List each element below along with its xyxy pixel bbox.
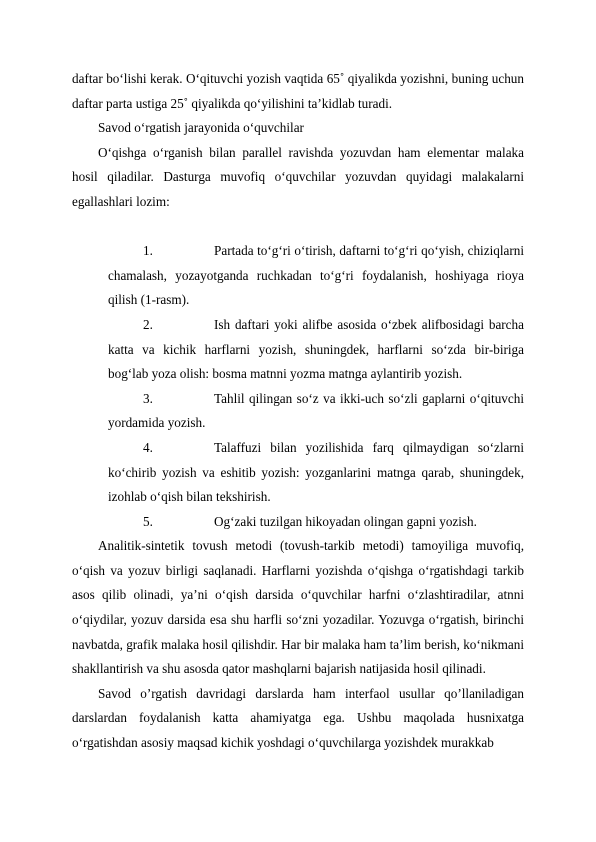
paragraph: Savod o‘rgatish jarayonida o‘quvchilar bbox=[98, 120, 304, 136]
list-item-number: 5. bbox=[143, 513, 153, 529]
list-item-number: 4. bbox=[143, 439, 153, 455]
list-item-text: Tahlil qilingan so‘z va ikki-uch so‘zli gaplarni o‘qituvchi yordamida yozish. bbox=[108, 390, 524, 431]
document-body bbox=[72, 67, 524, 756]
list-item-number: 1. bbox=[143, 243, 153, 259]
list-item-text: Ish daftari yoki alifbe asosida o‘zbek alifbosidagi barcha katta va kichik harflarni yozish, shuningdek, harflarni so‘zda bir-biriga bog‘lab yoza olish: bosma matnni yozma matnga aylantirib yozish. bbox=[108, 316, 524, 382]
list-item bbox=[108, 239, 524, 313]
list-item-number: 3. bbox=[143, 390, 153, 406]
list-item-text: Partada to‘g‘ri o‘tirish, daftarni to‘g‘ri qo‘yish, chiziqlarni chamalash, yozayotganda ruchkadan to‘g‘ri foydalanish, hoshiyaga rioya qilish (1-rasm). bbox=[108, 243, 524, 308]
paragraph: Savod o’rgatish davridagi darslarda ham interfaol usullar qo’llaniladigan darslardan foydalanish katta ahamiyatga ega. Ushbu maqolada husnixatga o‘rgatishdan asosiy maqsad kichik yoshdagi o‘quvchilarga yozishdek murakkab bbox=[72, 685, 524, 751]
numbered-list bbox=[72, 239, 524, 534]
paragraph: Analitik-sintetik tovush metodi (tovush-tarkib metodi) tamoyiliga muvofiq, o‘qish va yozuv birligi saqlanadi. Harflarni yozishda o‘qishga o‘rgatishdagi tarkib asos qilib olinadi, ya’ni o‘qish darsida o‘quvchilar harfni o‘zlashtiradilar, atnni o‘qiydilar, yozuv darsida esa shu harfli so‘zni yozadilar. Yozuvga o‘rgatish, birinchi navbatda, grafik malaka hosil qilishdir. Har bir malaka ham ta’lim berish, ko‘nikmani shakllantirish va shu asosda qator mashqlarni bajarish natijasida hosil qilinadi. bbox=[72, 538, 524, 677]
list-item-text: Og‘zaki tuzilgan hikoyadan olingan gapni yozish. bbox=[214, 513, 477, 529]
paragraph: O‘qishga o‘rganish bilan parallel ravishda yozuvdan ham elementar malaka hosil qiladilar. Dasturga muvofiq o‘quvchilar yozuvdan quyidagi malakalarni egallashlari lozim: bbox=[72, 144, 524, 209]
list-item bbox=[108, 510, 524, 535]
list-item-text: Talaffuzi bilan yozilishida farq qilmaydigan so‘zlarni ko‘chirib yozish va eshitib yozish: yozganlarini matnga qarab, shuningdek, izohlab o‘qish bilan tekshirish. bbox=[108, 439, 524, 505]
list-item-number: 2. bbox=[143, 316, 153, 332]
paragraph: daftar bo‘lishi kerak. O‘qituvchi yozish vaqtida 65˚ qiyalikda yozishni, buning uchun daftar parta ustiga 25˚ qiyalikda qo‘yilishini ta’kidlab turadi. bbox=[72, 71, 524, 111]
list-item bbox=[108, 436, 524, 510]
blank-line bbox=[72, 215, 524, 240]
list-item bbox=[108, 387, 524, 436]
list-item bbox=[108, 313, 524, 387]
